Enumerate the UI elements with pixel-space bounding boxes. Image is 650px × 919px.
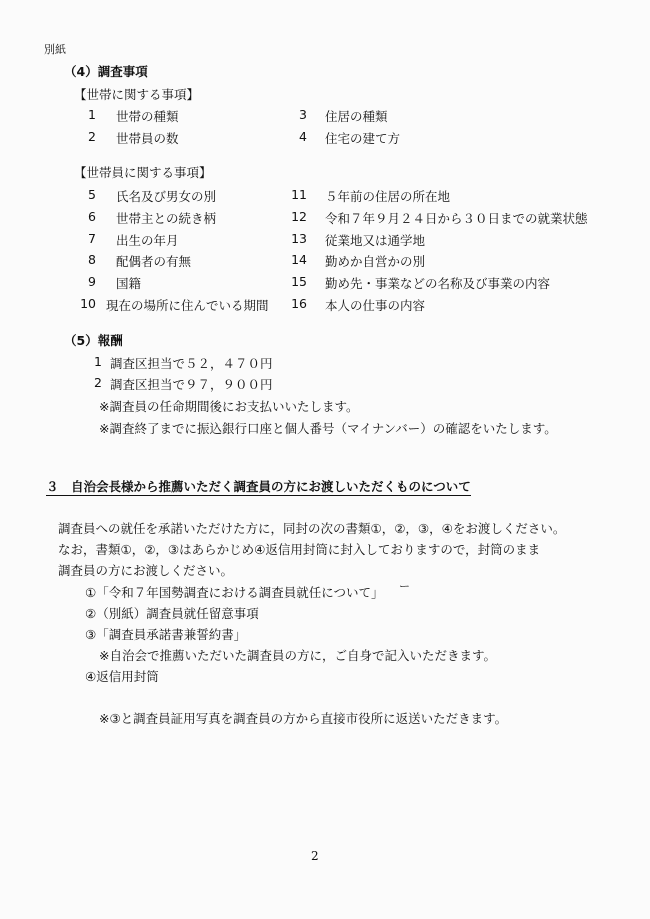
paragraph-line: 調査員の方にお渡しください。 xyxy=(58,563,234,578)
member-item: 16 本人の仕事の内容 xyxy=(291,296,426,313)
member-item: 11 ５年前の住居の所在地 xyxy=(291,187,451,204)
member-heading: 【世帯員に関する事項】 xyxy=(74,165,212,180)
fee-note: ※調査員の任命期間後にお支払いいたします。 xyxy=(99,399,359,414)
member-item: 14 勤めか自営かの別 xyxy=(291,252,426,269)
section3-title-text: ３ 自治会長様から推薦いただく調査員の方にお渡しいただくものについて xyxy=(46,479,471,494)
household-item: 3 住居の種類 xyxy=(299,107,388,124)
page-number: 2 xyxy=(311,849,319,863)
section3-title xyxy=(46,477,471,495)
member-item: 9 国籍 xyxy=(88,274,142,291)
enclosed-doc: ③「調査員承諾書兼誓約書」 xyxy=(85,627,247,642)
household-heading: 【世帯に関する事項】 xyxy=(74,87,200,102)
member-item: 6 世帯主との続き柄 xyxy=(88,209,217,226)
household-item: 2 世帯員の数 xyxy=(88,129,179,146)
scan-mark: ー xyxy=(399,580,410,593)
member-item: 12 令和７年９月２４日から３０日までの就業状態 xyxy=(291,209,588,226)
paragraph-line: 調査員への就任を承諾いただけた方に，同封の次の書類①，②，③，④をお渡しください。 xyxy=(58,521,566,536)
enclosed-doc: ②（別紙）調査員就任留意事項 xyxy=(85,606,259,621)
member-item: 8 配偶者の有無 xyxy=(88,252,192,269)
section5-title: （5）報酬 xyxy=(64,333,123,348)
attachment-label: 別紙 xyxy=(44,43,66,56)
member-item: 7 出生の年月 xyxy=(88,231,179,248)
member-item: 10 現在の場所に住んでいる期間 xyxy=(80,296,269,313)
household-item: 1 世帯の種類 xyxy=(88,107,179,124)
section4-title: （4）調査事項 xyxy=(64,64,148,79)
fee-note: ※調査終了までに振込銀行口座と個人番号（マイナンバー）の確認をいたします。 xyxy=(99,421,557,436)
member-item: 15 勤め先・事業などの名称及び事業の内容 xyxy=(291,274,551,291)
fee-item: 1 調査区担当で５２，４７０円 xyxy=(94,354,273,371)
doc3-note: ※自治会で推薦いただいた調査員の方に，ご自身で記入いただきます。 xyxy=(99,648,496,663)
fee-item: 2 調査区担当で９７，９００円 xyxy=(94,375,273,392)
member-item: 5 氏名及び男女の別 xyxy=(88,187,217,204)
enclosed-doc: ①「令和７年国勢調査における調査員就任について」 xyxy=(85,585,384,600)
final-note: ※③と調査員証用写真を調査員の方から直接市役所に返送いただきます。 xyxy=(99,711,508,726)
household-item: 4 住宅の建て方 xyxy=(299,129,401,146)
member-item: 13 従業地又は通学地 xyxy=(291,231,426,248)
enclosed-doc-envelope: ④返信用封筒 xyxy=(85,669,159,684)
paragraph-line: なお，書類①，②，③はあらかじめ④返信用封筒に封入しておりますので，封筒のまま xyxy=(58,542,541,557)
